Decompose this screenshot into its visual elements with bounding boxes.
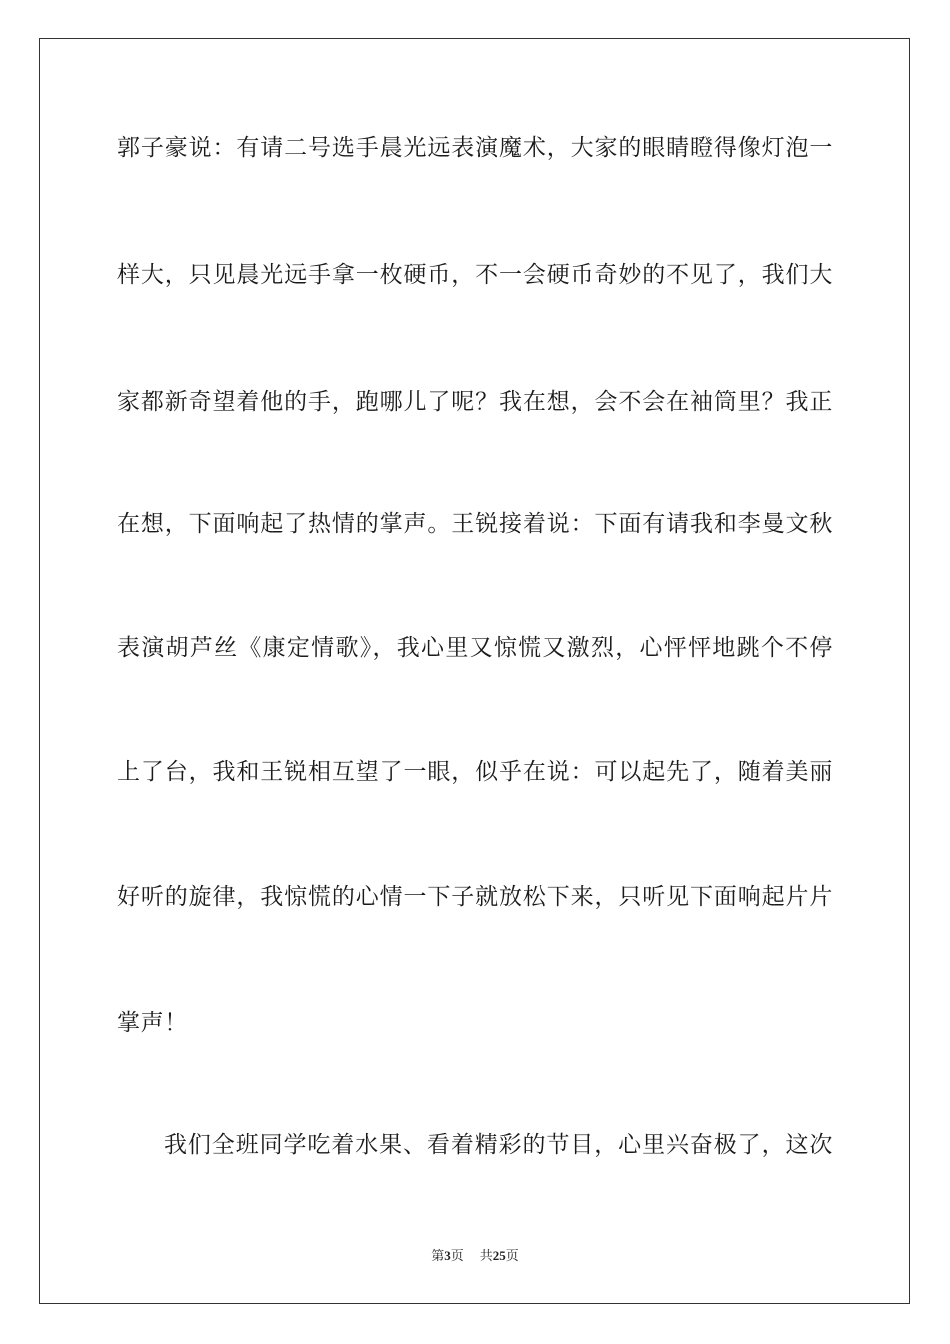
body-text-line: 掌声！ (117, 1010, 188, 1036)
body-text-line: 在想，下面响起了热情的掌声。王锐接着说：下面有请我和李曼文秋 (117, 511, 833, 537)
page-number: 3 (444, 1248, 451, 1263)
body-text-line: 样大，只见晨光远手拿一枚硬币，不一会硬币奇妙的不见了，我们大 (117, 262, 833, 288)
body-text-line: 家都新奇望着他的手，跑哪儿了呢？我在想，会不会在袖筒里？我正 (117, 389, 833, 415)
page-prefix: 第 (431, 1249, 445, 1264)
body-text-line: 表演胡芦丝《康定情歌》，我心里又惊慌又激烈，心怦怦地跳个不停 (117, 635, 833, 661)
page-border (39, 38, 910, 1304)
total-prefix: 共 (479, 1249, 493, 1264)
total-pages: 25 (492, 1248, 506, 1263)
body-text-line: 郭子豪说：有请二号选手晨光远表演魔术，大家的眼睛瞪得像灯泡一 (117, 135, 833, 161)
paragraph-start-line: 我们全班同学吃着水果、看着精彩的节目，心里兴奋极了，这次 (164, 1132, 833, 1158)
total-suffix: 页 (505, 1249, 519, 1264)
body-text-line: 上了台，我和王锐相互望了一眼，似乎在说：可以起先了，随着美丽 (117, 759, 833, 785)
page-footer (0, 1247, 950, 1266)
page-suffix: 页 (450, 1249, 464, 1264)
body-text-line: 好听的旋律，我惊慌的心情一下子就放松下来，只听见下面响起片片 (117, 884, 833, 910)
